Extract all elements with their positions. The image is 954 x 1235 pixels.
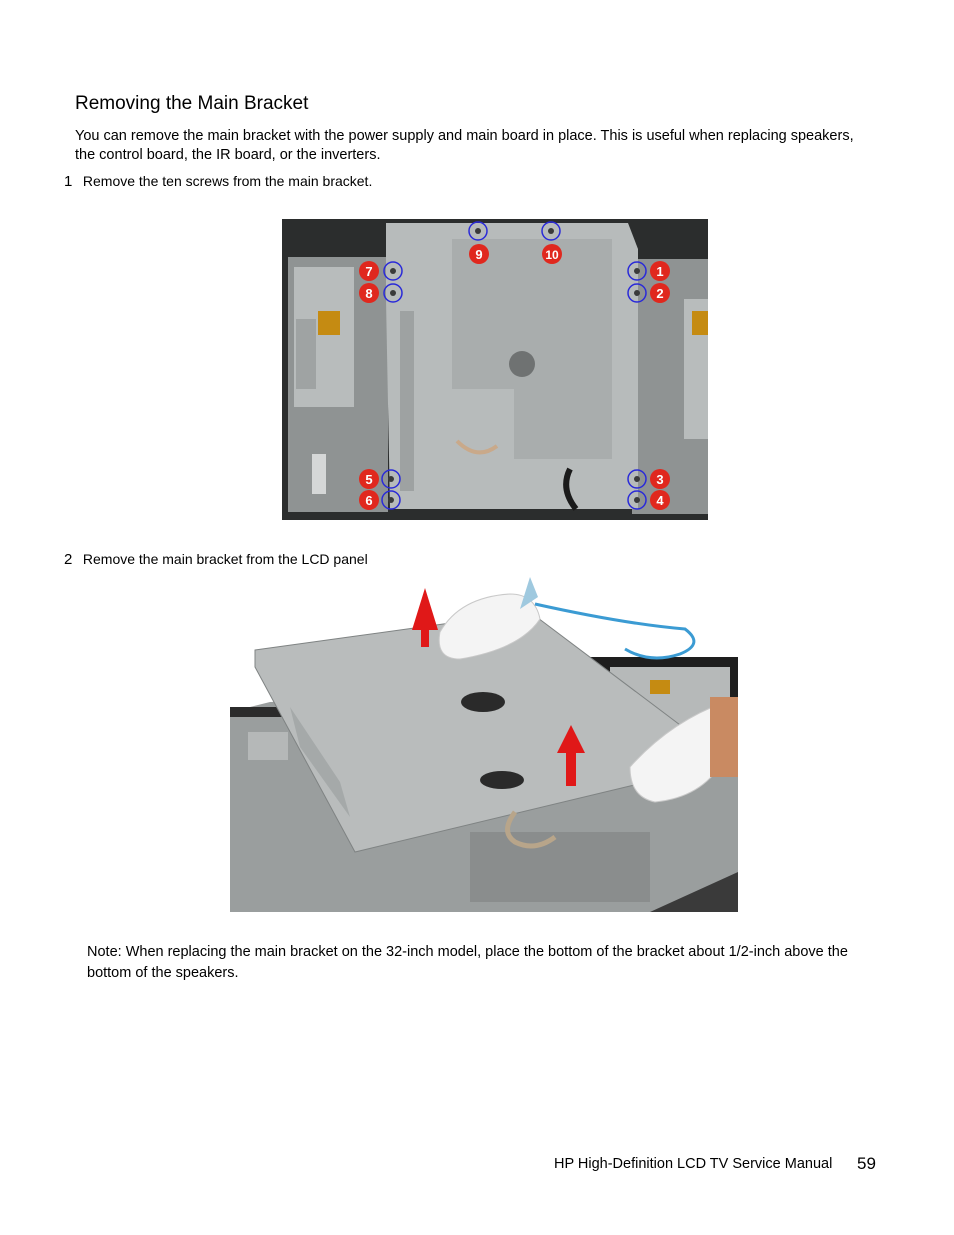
screw-5-label: 5 — [365, 472, 373, 487]
screw-8-label: 8 — [365, 286, 373, 301]
step-1-text: Remove the ten screws from the main bracket. — [82, 173, 373, 189]
section-title: Removing the Main Bracket — [75, 93, 309, 114]
step-1-number: 1 — [64, 173, 73, 190]
screw-2-label: 2 — [656, 286, 664, 301]
note — [87, 942, 887, 984]
step-2-number: 2 — [64, 551, 73, 568]
step-2-text: Remove the main bracket from the LCD panel — [82, 551, 368, 567]
page-number: 59 — [857, 1154, 876, 1173]
screw-6-label: 6 — [365, 493, 373, 508]
screw-3-label: 3 — [656, 472, 664, 487]
step-2 — [64, 551, 368, 568]
screw-9-label: 9 — [475, 247, 483, 262]
screw-7-label: 7 — [365, 264, 373, 279]
footer-manual-title: HP High-Definition LCD TV Service Manual — [554, 1156, 833, 1172]
screw-4-label: 4 — [656, 493, 664, 508]
bracket-removal-photo — [230, 572, 738, 912]
note-text: : When replacing the main bracket on the 32-inch model, place the bottom of the bracket about 1/2-inch above the bottom of the speakers. — [87, 944, 848, 981]
screw-10-label: 10 — [545, 248, 559, 262]
intro-paragraph: You can remove the main bracket with the power supply and main board in place. This is useful when replacing speakers, the control board, the IR board, or the inverters. — [75, 128, 854, 163]
note-label: Note — [87, 944, 118, 960]
step-1 — [64, 173, 372, 190]
screw-1-label: 1 — [656, 264, 664, 279]
screw-location-photo — [282, 219, 708, 520]
